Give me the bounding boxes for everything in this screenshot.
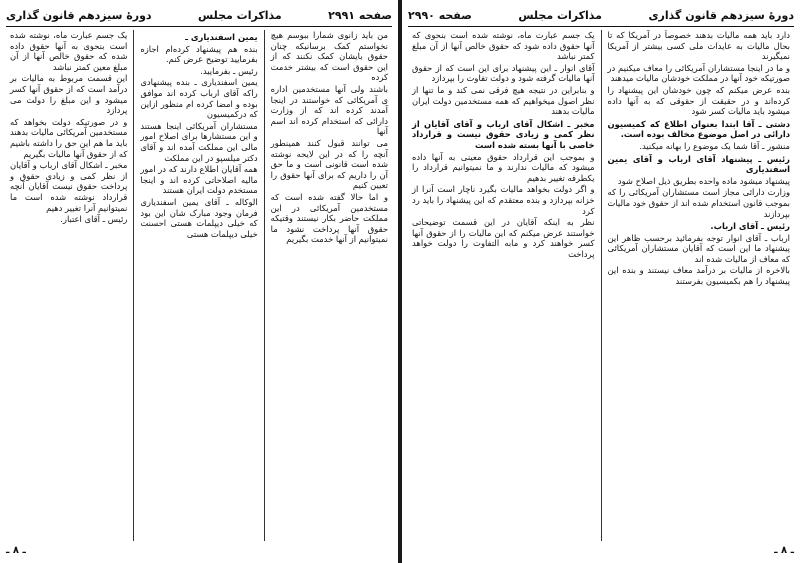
column bbox=[408, 30, 599, 541]
paragraph: رئیس ـ بفرمایید. bbox=[200, 65, 258, 76]
paragraph: و در صورتیکه دولت بخواهد که مستخدمین آمریکائی مالیات بدهند باید ما هم این حق را داشته باشیم که از حقوق آنها مالیات بگیریم bbox=[10, 116, 128, 159]
paragraph: من باید زانوی شمارا ببوسم هیچ نخواستم کمک برسانیکه چنان حقوق بایشان کمک نکنند که از این حقوق است که بیشتر خدمت کرده bbox=[270, 30, 388, 83]
paragraph: و بموجب این قرارداد حقوق معینی به آنها داده میشود که مالیات ندارند و ما نمیتوانیم قرارداد را یکطرفه تغییر بدهیم bbox=[412, 151, 595, 183]
column bbox=[6, 30, 131, 541]
text-columns bbox=[6, 30, 392, 541]
paragraph: و اگر دولت بخواهد مالیات بگیرد ناچار است آنرا از خزانه بپردازد و بنده معتقدم که این پیشنهاد را باید رد کرد bbox=[412, 184, 595, 216]
page-number: صفحه ۲۹۹۱ bbox=[328, 8, 392, 22]
paragraph: یمین اسفندیاری ـ بنده پیشنهادی راکه آقای ارباب کرده اند موافق بوده و امضا کرده ام منظور ازاین که درکمیسیون bbox=[140, 77, 258, 120]
paragraph: نظر به اینکه آقایان در این قسمت توضیحاتی خواستند عرض میکنم که این مالیات را از حقوق آنها کسر خواهند کرد و مابه التفاوت را دولت خواهد پرداخت bbox=[412, 217, 595, 259]
paragraph: پیشنهاد میشود ماده واحده بطریق ذیل اصلاح شود bbox=[617, 175, 790, 186]
paragraph: دارد باید همه مالیات بدهند خصوصاً در آمریکا که تا بحال مالیات به عایدات ملی کسی بیشتر از آمریکا نمیگیرند bbox=[607, 30, 790, 62]
paragraph: این قسمت مربوط به مالیات بر درآمد است که از حقوق آنها کسر میشود و این مبلغ را دولت می پردازد bbox=[10, 73, 128, 116]
paragraph: بنده هم پیشنهاد کرده‌ام اجازه بفرمایید توضیح عرض کنم. bbox=[140, 43, 258, 65]
paragraph: وزارت دارائی مجاز است مستشاران آمریکائی را که بموجب قانون استخدام شده اند از حقوق خود مالیات بپردازند bbox=[607, 187, 790, 219]
page-footer: ـ ۸ ـ bbox=[6, 545, 26, 556]
speaker-paragraph: رئیس ـ پیشنهاد آقای ارباب و آقای یمین اسفندیاری bbox=[607, 153, 790, 175]
speaker-paragraph: رئیس ـ آقای ارباب. bbox=[710, 221, 790, 232]
paragraph: الوکاله ـ آقای یمین اسفندیاری فرمان وجود مبارک شان این بود که خیلی دیپلمات هستی احسنت خیلی دیپلمات هستی bbox=[140, 196, 258, 239]
paragraph: بالاخره از مالیات بر درآمد معاف نیستند و بنده این پیشنهاد را هم بکمیسیون بفرستند bbox=[607, 265, 790, 287]
left-page bbox=[0, 0, 398, 563]
paragraph: همه آقایان اطلاع دارند که در امور مالیه اصلاحاتی کرده اند و اینجا مستخدم دولت ایران هستند bbox=[140, 164, 258, 196]
column-divider bbox=[601, 30, 602, 541]
text-columns bbox=[408, 30, 794, 541]
speaker-paragraph: دشتی ـ آقا ابتدا بعنوان اطلاع که کمیسیون دارائی در اصل موضوع مخالف بوده است. bbox=[607, 118, 790, 140]
paragraph: یک جسم عبارت ماه، نوشته شده است بنحوی به آنها حقوق داده شده که حقوق خالص آنها از آن مبلغ معین کمتر نباشد bbox=[10, 30, 128, 72]
paragraph: مستشاران آمریکائی اینجا هستند و این مستشارها برای اصلاح امور مالی این مملکت آمده اند و آقای دکتر میلسپو در این مملکت bbox=[140, 120, 258, 163]
paragraph: مخبر ـ اشکال آقای ارباب و آقایان از نظر کمی و زیادی حقوق و پرداخت حقوق نیست آقایان آنچه قرارداد نوشته شده است ما نمیتوانیم آنرا تغییر دهیم bbox=[10, 160, 128, 213]
column bbox=[604, 30, 795, 541]
page-header bbox=[408, 4, 794, 27]
paragraph: می توانند قبول کنند همینطور آنچه را که در این لایحه نوشته شده است قانونی است و ما حق آن را داریم که برای آنها حقوق را تعیین کنیم bbox=[270, 137, 388, 191]
paragraph: ارباب ـ آقای انوار توجه بفرمائید برحسب ظاهر این پیشنهاد ما این است که آقایان مستشاران آمریکائی که معاف از مالیات شده اند bbox=[607, 232, 790, 264]
session-title: مذاکرات مجلس bbox=[198, 8, 282, 22]
speaker-paragraph: مخبر ـ اشکال آقای ارباب و آقای آقایان از نظر کمی و زیادی حقوق نیست و قرارداد خاصی با آنها بسته شده است bbox=[412, 118, 595, 150]
session-title: مذاکرات مجلس bbox=[518, 8, 602, 22]
page-number: صفحه ۲۹۹۰ bbox=[408, 8, 472, 22]
paragraph: منشور ـ آقا شما یک موضوع را بهانه میکنید. bbox=[639, 140, 790, 151]
column-divider bbox=[264, 30, 265, 541]
column bbox=[267, 30, 392, 541]
paragraph: و ما در اینجا مستشاران آمریکائی را معاف میکنیم در صورتیکه خود آنها در مملکت خودشان مالیات میدهند bbox=[607, 62, 790, 84]
right-page bbox=[402, 0, 800, 563]
paragraph: و بنابراین در نتیجه هیچ فرقی نمی کند و ما تنها از نظر اصول میخواهیم که همه مستخدمین دولت ایران مالیات بدهند bbox=[412, 84, 595, 117]
paragraph: بنده عرض میکنم که چون خودشان این پیشنهاد را کرده‌اند و در حقیقت از حقوقی که به آنها داده میشود باید مالیات کسر شود bbox=[607, 84, 790, 117]
paragraph: رئیس ـ آقای اعتبار. bbox=[60, 214, 128, 225]
paragraph: باشند ولی آنها مستخدمین اداره ی آمریکائی که خواستند در اینجا آمدند کرده اند که از وزارت دارائی که استخدام کرده اند اسم آنها bbox=[270, 83, 388, 137]
period-title: دورهٔ سیزدهم قانون گذاری bbox=[6, 8, 152, 22]
period-title: دورهٔ سیزدهم قانون گذاری bbox=[648, 8, 794, 22]
speaker-heading: یمین اسفندیاری ـ bbox=[185, 32, 258, 42]
paragraph: و اما حالا گفته شده است که مستخدمین آمریکائی در این مملکت حاضر بکار نیستند وقتیکه حقوق آنها پرداخت نشود ما نمیتوانیم از آنها خدمت بگیریم bbox=[270, 191, 388, 245]
page-header bbox=[6, 4, 392, 27]
column bbox=[136, 30, 261, 541]
column-divider bbox=[133, 30, 134, 541]
paragraph: آقای انوار ـ این پیشنهاد برای این است که از حقوق آنها مالیات گرفته شود و دولت تفاوت را بپردازد bbox=[412, 62, 595, 84]
page-footer: ـ ۸ ـ bbox=[774, 545, 794, 556]
paragraph: یک جسم عبارت ماه، نوشته شده است بنحوی که آنها حقوق داده شود که حقوق خالص آنها از آن مبلغ کمتر نباشد bbox=[412, 30, 595, 62]
